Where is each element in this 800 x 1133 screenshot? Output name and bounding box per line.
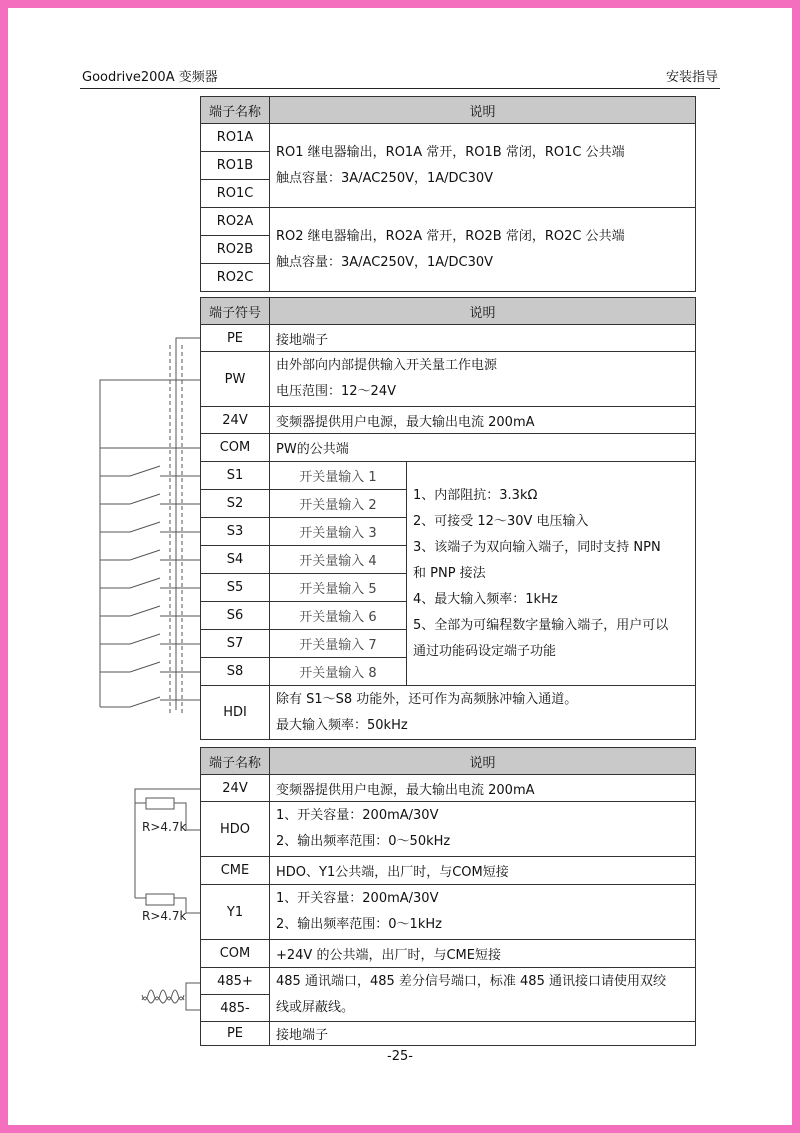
com-desc: PW的公共端 (270, 434, 696, 462)
hdo-desc (270, 802, 696, 857)
hdi-line2: 最大输入频率：50kHz (276, 717, 408, 733)
relay-term: RO1B (201, 152, 270, 180)
pw-line1: 由外部向内部提供输入开关量工作电源 (276, 358, 498, 373)
hdi-line1: 除有 S1～S8 功能外，还可作为高频脉冲输入通道。 (276, 691, 578, 707)
hdo-line2: 2、输出频率范围：0～50kHz (276, 834, 451, 849)
out-pe-term: PE (201, 1022, 270, 1046)
input-term: S3 (201, 518, 270, 546)
input-note: 2、可接受 12～30V 电压输入 (413, 513, 589, 529)
y1-line2: 2、输出频率范围：0～1kHz (276, 917, 442, 932)
out-pe-desc: 接地端子 (270, 1022, 696, 1046)
pw-term: PW (201, 352, 270, 407)
rs485-line1: 485 通讯端口，485 差分信号端口，标准 485 通讯接口请使用双绞 (276, 973, 666, 989)
resistor-label-2: R>4.7k (142, 909, 187, 923)
y1-desc (270, 885, 696, 940)
y1-term: Y1 (201, 885, 270, 940)
cme-term: CME (201, 857, 270, 885)
relay-col-desc: 说明 (270, 97, 696, 124)
input-func: 开关量输入 6 (270, 602, 407, 630)
input-note: 和 PNP 接法 (413, 565, 486, 581)
input-func: 开关量输入 7 (270, 630, 407, 658)
output-col-desc: 说明 (270, 748, 696, 775)
relay-term: RO1C (201, 180, 270, 208)
input-term: S7 (201, 630, 270, 658)
input-func: 开关量输入 8 (270, 658, 407, 686)
input-col-desc: 说明 (270, 298, 696, 325)
relay-line1: RO1 继电器输出，RO1A 常开，RO1B 常闭，RO1C 公共端 (276, 144, 625, 160)
input-col-term: 端子符号 (201, 298, 270, 325)
header-rule (80, 88, 720, 89)
com-term: COM (201, 434, 270, 462)
relay-line2: 触点容量：3A/AC250V，1A/DC30V (276, 254, 494, 270)
v24-desc: 变频器提供用户电源，最大输出电流 200mA (270, 407, 696, 434)
input-func: 开关量输入 2 (270, 490, 407, 518)
header-title: Goodrive200A 变频器 (82, 70, 218, 85)
out-v24-term: 24V (201, 775, 270, 802)
relay-term: RO2C (201, 264, 270, 292)
relay-desc (270, 124, 696, 208)
input-term: S6 (201, 602, 270, 630)
hdi-desc (270, 686, 696, 740)
input-term: S1 (201, 462, 270, 490)
input-notes (407, 462, 696, 686)
out-com-desc: +24V 的公共端，出厂时，与CME短接 (270, 940, 696, 968)
relay-term: RO2B (201, 236, 270, 264)
input-table (200, 297, 696, 740)
input-func: 开关量输入 3 (270, 518, 407, 546)
relay-desc (270, 208, 696, 292)
out-v24-desc: 变频器提供用户电源，最大输出电流 200mA (270, 775, 696, 802)
rs485-line2: 线或屏蔽线。 (276, 999, 355, 1015)
input-term: S4 (201, 546, 270, 574)
output-table (200, 747, 696, 1046)
input-term: S5 (201, 574, 270, 602)
relay-line2: 触点容量：3A/AC250V，1A/DC30V (276, 170, 494, 186)
relay-table (200, 96, 696, 292)
hdi-term: HDI (201, 686, 270, 740)
header-section: 安装指导 (665, 70, 718, 85)
hdo-term: HDO (201, 802, 270, 857)
page-number: -25- (387, 1049, 413, 1064)
pw-line2: 电压范围：12～24V (276, 384, 396, 399)
relay-line1: RO2 继电器输出，RO2A 常开，RO2B 常闭，RO2C 公共端 (276, 228, 625, 244)
input-note: 通过功能码设定端子功能 (413, 643, 557, 659)
out-com-term: COM (201, 940, 270, 968)
input-note: 3、该端子为双向输入端子，同时支持 NPN (413, 539, 661, 555)
rs485-plus-term: 485+ (201, 968, 270, 995)
output-col-term: 端子名称 (201, 748, 270, 775)
relay-col-term: 端子名称 (201, 97, 270, 124)
pe-desc: 接地端子 (270, 325, 696, 352)
relay-term: RO1A (201, 124, 270, 152)
input-note: 5、全部为可编程数字量输入端子，用户可以 (413, 617, 669, 633)
v24-term: 24V (201, 407, 270, 434)
cme-desc: HDO、Y1公共端，出厂时，与COM短接 (270, 857, 696, 885)
input-term: S2 (201, 490, 270, 518)
input-func: 开关量输入 1 (270, 462, 407, 490)
y1-line1: 1、开关容量：200mA/30V (276, 891, 439, 906)
input-note: 1、内部阻抗：3.3kΩ (413, 487, 538, 503)
resistor-label-1: R>4.7k (142, 820, 187, 834)
rs485-minus-term: 485- (201, 995, 270, 1022)
pw-desc (270, 352, 696, 407)
pe-term: PE (201, 325, 270, 352)
input-func: 开关量输入 4 (270, 546, 407, 574)
input-func: 开关量输入 5 (270, 574, 407, 602)
input-note: 4、最大输入频率：1kHz (413, 591, 558, 607)
input-term: S8 (201, 658, 270, 686)
relay-term: RO2A (201, 208, 270, 236)
rs485-desc (270, 968, 696, 1022)
hdo-line1: 1、开关容量：200mA/30V (276, 808, 439, 823)
